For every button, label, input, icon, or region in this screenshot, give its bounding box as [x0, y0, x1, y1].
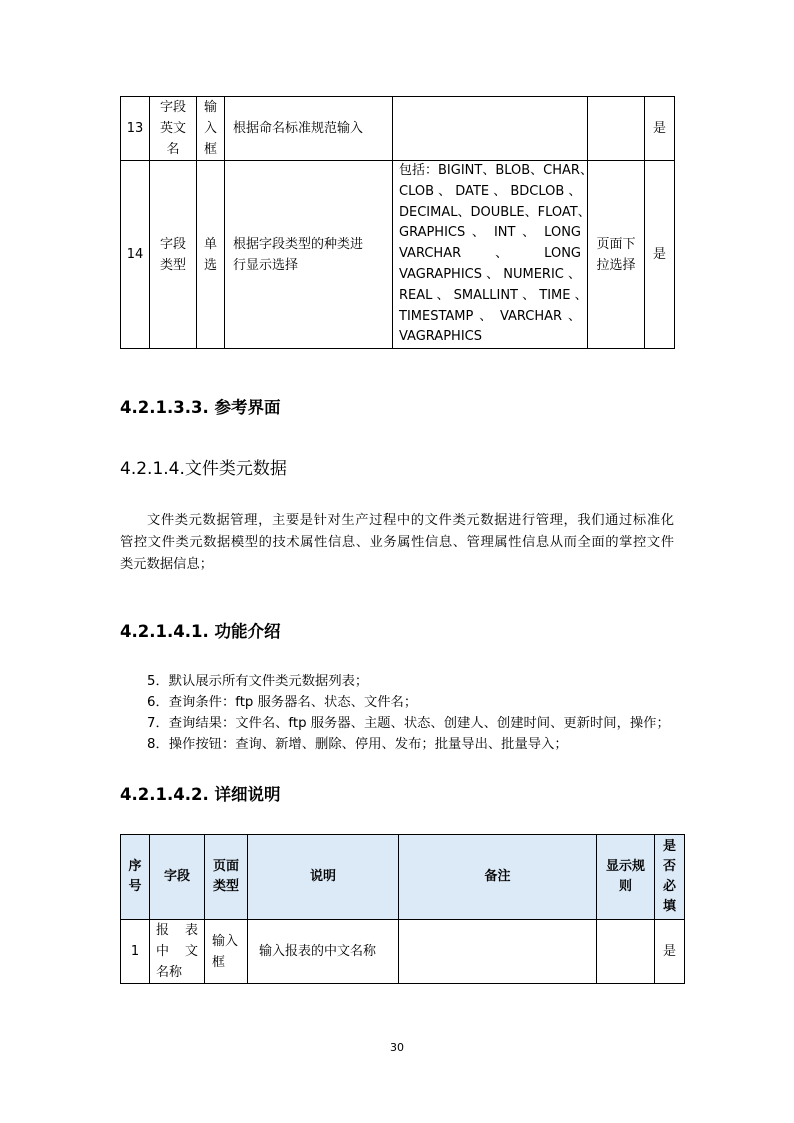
list-item: 8．操作按钮：查询、新增、删除、停用、发布；批量导出、批量导入；: [147, 737, 568, 752]
display-rule: [597, 920, 655, 984]
page-type: 单 选: [197, 161, 225, 349]
header-display-rule: 显示规 则: [597, 835, 655, 920]
page-type: 输入 框: [205, 920, 248, 984]
row-number: 1: [121, 920, 150, 984]
function-list: [147, 671, 677, 755]
field-description: 输入报表的中文名称: [248, 920, 399, 984]
row-number: 13: [121, 97, 150, 161]
header-page-type: 页面 类型: [205, 835, 248, 920]
table-row: [121, 97, 675, 161]
field-name: 字段 类型: [150, 161, 197, 349]
section-heading-reference-ui: 4.2.1.3.3. 参考界面: [120, 398, 281, 417]
field-description: 根据字段类型的种类进 行显示选择: [225, 161, 393, 349]
field-name: 字段 英文 名: [150, 97, 197, 161]
header-field: 字段: [150, 835, 205, 920]
header-required: 是 否 必 填: [655, 835, 685, 920]
header-description: 说明: [248, 835, 399, 920]
row-number: 14: [121, 161, 150, 349]
section-heading-detail: 4.2.1.4.2. 详细说明: [120, 785, 281, 804]
field-type-options: 包括：BIGINT、BLOB、CHAR、 CLOB 、 DATE 、 BDCLOB 、 DECIMAL、DOUBLE、FLOAT、 GRAPHICS 、 INT 、 LONG VARCHAR 、 LONG VAGRAPHICS 、 NUMERIC 、 REAL 、 SMALLINT 、 TIME 、 TIMESTAMP 、 VARCHAR 、 VAGRAPHICS: [393, 161, 588, 349]
field-description: 根据命名标准规范输入: [225, 97, 393, 161]
field-name: 报表 中文 名称: [150, 920, 205, 984]
field-table-continued: [120, 96, 675, 349]
page-type: 输 入 框: [197, 97, 225, 161]
list-item: 5．默认展示所有文件类元数据列表；: [147, 674, 369, 689]
field-table: [120, 834, 685, 984]
required-flag: 是: [655, 920, 685, 984]
section-heading-function-intro: 4.2.1.4.1. 功能介绍: [120, 622, 281, 641]
page-number: 30: [390, 1041, 404, 1054]
header-remark: 备注: [399, 835, 597, 920]
display-rule: [588, 97, 645, 161]
section-heading-file-metadata: 4.2.1.4.文件类元数据: [120, 459, 287, 479]
table-row: [121, 161, 675, 349]
intro-paragraph: 文件类元数据管理，主要是针对生产过程中的文件类元数据进行管理，我们通过标准化 管控文件类元数据模型的技术属性信息、业务属性信息、管理属性信息从而全面的掌控文件 类元数据信息；: [120, 513, 674, 572]
table-header-row: [121, 835, 685, 920]
list-item: 7．查询结果：文件名、ftp 服务器、主题、状态、创建人、创建时间、更新时间，操作；: [147, 716, 670, 731]
display-rule: 页面下 拉选择: [588, 161, 645, 349]
list-item: 6．查询条件：ftp 服务器名、状态、文件名；: [147, 695, 418, 710]
required-flag: 是: [645, 161, 675, 349]
field-remark: [393, 97, 588, 161]
table-row: [121, 920, 685, 984]
required-flag: 是: [645, 97, 675, 161]
header-number: 序 号: [121, 835, 150, 920]
field-remark: [399, 920, 597, 984]
